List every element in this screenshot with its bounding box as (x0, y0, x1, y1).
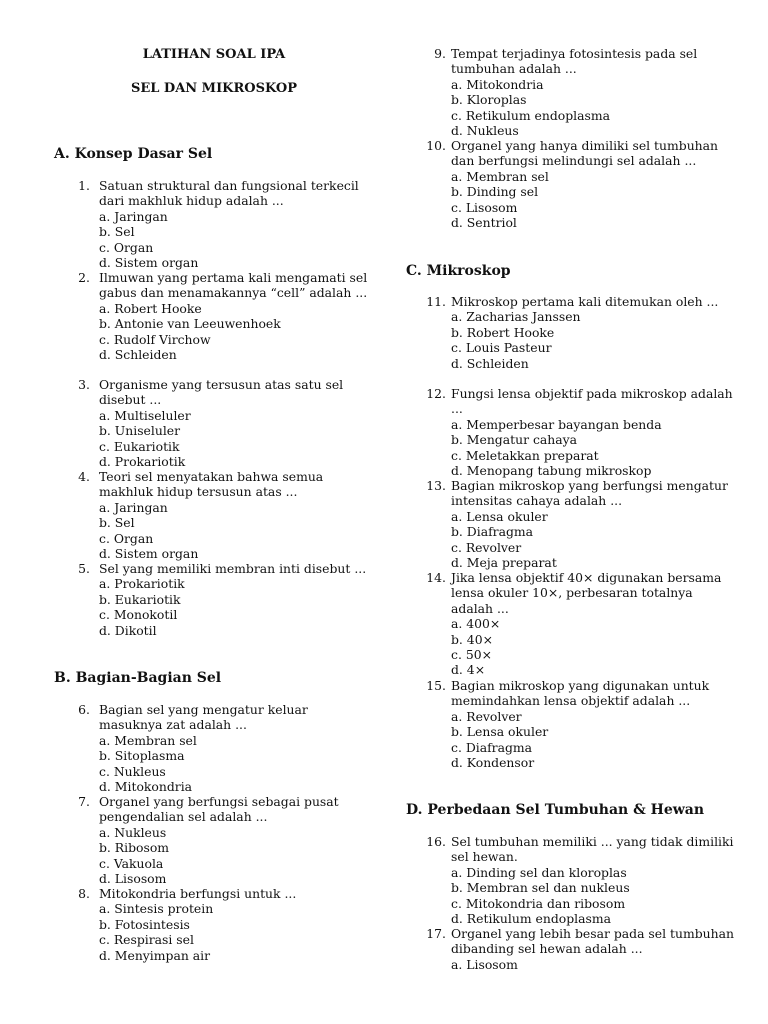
answer-option: d. Prokariotik (99, 454, 186, 470)
answer-option: c. Meletakkan preparat (451, 447, 599, 463)
answer-option: d. Menyimpan air (99, 947, 211, 963)
question-number: 4. (78, 469, 90, 484)
answer-option: a. Jaringan (99, 499, 168, 515)
answer-option: d. Menopang tabung mikroskop (451, 463, 652, 479)
question-text: Organel yang hanya dimiliki sel tumbuhan dan berfungsi melindungi sel adalah ... (451, 138, 719, 169)
answer-option: d. Mitokondria (99, 779, 193, 795)
question-body (451, 570, 736, 678)
question-number: 7. (78, 794, 90, 809)
question-text: Sel yang memiliki membran inti disebut ... (99, 561, 367, 576)
question-number: 8. (78, 886, 90, 901)
answer-option: a. Dinding sel dan kloroplas (451, 864, 627, 880)
question-text: Satuan struktural dan fungsional terkecil dari makhluk hidup adalah ... (99, 178, 359, 209)
question-number: 11. (426, 294, 446, 309)
answer-option: c. Rudolf Virchow (99, 331, 211, 347)
question-13 (406, 478, 736, 570)
question-number: 3. (78, 377, 90, 392)
question-number: 13. (426, 478, 446, 493)
section-c-heading: C. Mikroskop (406, 263, 511, 279)
question-text: Bagian mikroskop yang berfungsi mengatur intensitas cahaya adalah ... (451, 478, 728, 509)
answer-option: b. Mengatur cahaya (451, 432, 578, 448)
question-text: Ilmuwan yang pertama kali mengamati sel gabus dan menamakannya “cell” adalah ... (99, 270, 368, 301)
question-7 (54, 794, 374, 886)
answer-option: c. 50× (451, 647, 492, 663)
answer-option: b. Uniseluler (99, 423, 181, 439)
question-body (99, 886, 374, 963)
question-number: 17. (426, 926, 446, 941)
question-text: Teori sel menyatakan bahwa semua makhluk hidup tersusun atas ... (99, 469, 324, 500)
answer-option: a. Membran sel (99, 732, 197, 748)
answer-option: a. Zacharias Janssen (451, 309, 581, 325)
answer-option: d. Sistem organ (99, 255, 199, 271)
question-text: Mikroskop pertama kali ditemukan oleh ... (451, 294, 719, 309)
answer-option: c. Retikulum endoplasma (451, 107, 611, 123)
answer-option: b. Membran sel dan nukleus (451, 880, 630, 896)
question-body (99, 561, 374, 638)
question-body (451, 138, 736, 230)
question-number: 15. (426, 678, 446, 693)
answer-option: d. Sistem organ (99, 546, 199, 562)
answer-option: a. Robert Hooke (99, 300, 202, 316)
answer-option: c. Monokotil (99, 607, 178, 623)
question-body (451, 678, 736, 770)
question-1 (54, 178, 374, 270)
answer-option: c. Diafragma (451, 739, 533, 755)
answer-option: d. Schleiden (451, 355, 529, 371)
question-number: 16. (426, 834, 446, 849)
answer-option: b. Sel (99, 515, 135, 531)
answer-option: d. Meja preparat (451, 555, 557, 571)
answer-option: a. Membran sel (451, 168, 549, 184)
answer-option: d. Dikotil (99, 622, 157, 638)
question-16 (406, 834, 736, 926)
question-number: 1. (78, 178, 90, 193)
question-text: Bagian mikroskop yang digunakan untuk memindahkan lensa objektif adalah ... (451, 678, 710, 709)
answer-option: d. 4× (451, 662, 486, 678)
question-body (451, 386, 736, 478)
question-body (99, 794, 374, 886)
answer-option: b. Fotosintesis (99, 916, 190, 932)
question-number: 12. (426, 386, 446, 401)
question-4 (54, 469, 374, 561)
question-9 (406, 46, 736, 138)
answer-option: a. Multiseluler (99, 407, 191, 423)
answer-option: a. Lisosom (451, 956, 518, 972)
answer-option: b. Lensa okuler (451, 724, 549, 740)
question-10 (406, 138, 736, 230)
answer-option: c. Nukleus (99, 763, 166, 779)
question-2 (54, 270, 374, 362)
document-subtitle: SEL DAN MIKROSKOP (130, 81, 298, 96)
question-body (451, 926, 736, 972)
answer-option: c. Louis Pasteur (451, 340, 552, 356)
question-8 (54, 886, 374, 963)
question-number: 9. (434, 46, 446, 61)
question-text: Organel yang berfungsi sebagai pusat pengendalian sel adalah ... (99, 794, 339, 825)
question-body (99, 702, 374, 794)
question-number: 5. (78, 561, 90, 576)
answer-option: b. 40× (451, 631, 493, 647)
question-text: Tempat terjadinya fotosintesis pada sel tumbuhan adalah ... (451, 46, 698, 77)
answer-option: b. Dinding sel (451, 184, 539, 200)
question-body (451, 834, 736, 926)
document-title: LATIHAN SOAL IPA (142, 47, 286, 62)
question-body (451, 46, 736, 138)
answer-option: c. Revolver (451, 539, 522, 555)
answer-option: c. Respirasi sel (99, 932, 194, 948)
question-number: 10. (426, 138, 446, 153)
question-text: Organel yang lebih besar pada sel tumbuhan dibanding sel hewan adalah ... (451, 926, 734, 957)
answer-option: b. Robert Hooke (451, 324, 555, 340)
question-number: 14. (426, 570, 446, 585)
answer-option: b. Ribosom (99, 840, 170, 856)
question-body (99, 377, 374, 469)
answer-option: d. Schleiden (99, 347, 177, 363)
answer-option: b. Sitoplasma (99, 748, 185, 764)
question-12 (406, 386, 736, 478)
answer-option: d. Lisosom (99, 871, 167, 887)
answer-option: c. Vakuola (99, 855, 164, 871)
question-5 (54, 561, 374, 638)
question-text: Mitokondria berfungsi untuk ... (99, 886, 297, 901)
answer-option: a. 400× (451, 616, 501, 632)
answer-option: a. Sintesis protein (99, 901, 214, 917)
answer-option: a. Revolver (451, 708, 522, 724)
answer-option: d. Kondensor (451, 755, 535, 771)
answer-option: c. Organ (99, 239, 154, 255)
answer-option: b. Eukariotik (99, 591, 181, 607)
answer-option: c. Mitokondria dan ribosom (451, 895, 626, 911)
section-b-heading: B. Bagian-Bagian Sel (54, 670, 222, 686)
question-6 (54, 702, 374, 794)
section-d-heading: D. Perbedaan Sel Tumbuhan & Hewan (406, 802, 705, 818)
answer-option: d. Nukleus (451, 123, 519, 139)
answer-option: a. Nukleus (99, 824, 167, 840)
answer-option: c. Lisosom (451, 199, 518, 215)
question-text: Sel tumbuhan memiliki ... yang tidak dimiliki sel hewan. (451, 834, 734, 865)
answer-option: c. Eukariotik (99, 438, 180, 454)
answer-option: d. Sentriol (451, 215, 517, 231)
question-number: 6. (78, 702, 90, 717)
answer-option: b. Kloroplas (451, 92, 527, 108)
question-11 (406, 294, 736, 371)
question-body (99, 178, 374, 270)
question-text: Fungsi lensa objektif pada mikroskop adalah ... (451, 386, 733, 417)
question-3 (54, 377, 374, 469)
question-15 (406, 678, 736, 770)
question-body (451, 294, 736, 371)
question-17 (406, 926, 736, 972)
question-body (451, 478, 736, 570)
answer-option: b. Antonie van Leeuwenhoek (99, 316, 281, 332)
answer-option: a. Mitokondria (451, 76, 544, 92)
answer-option: a. Prokariotik (99, 576, 185, 592)
answer-option: d. Retikulum endoplasma (451, 911, 612, 927)
section-a-heading: A. Konsep Dasar Sel (54, 146, 213, 162)
answer-option: c. Organ (99, 530, 154, 546)
answer-option: b. Sel (99, 224, 135, 240)
answer-option: b. Diafragma (451, 524, 534, 540)
answer-option: a. Memperbesar bayangan benda (451, 416, 662, 432)
answer-option: a. Lensa okuler (451, 508, 548, 524)
question-number: 2. (78, 270, 90, 285)
answer-option: a. Jaringan (99, 208, 168, 224)
question-text: Organisme yang tersusun atas satu sel disebut ... (99, 377, 344, 408)
question-body (99, 270, 374, 362)
question-14 (406, 570, 736, 678)
question-body (99, 469, 374, 561)
question-text: Jika lensa objektif 40× digunakan bersama lensa okuler 10×, perbesaran totalnya adalah ... (451, 570, 722, 616)
question-text: Bagian sel yang mengatur keluar masuknya zat adalah ... (99, 702, 308, 733)
